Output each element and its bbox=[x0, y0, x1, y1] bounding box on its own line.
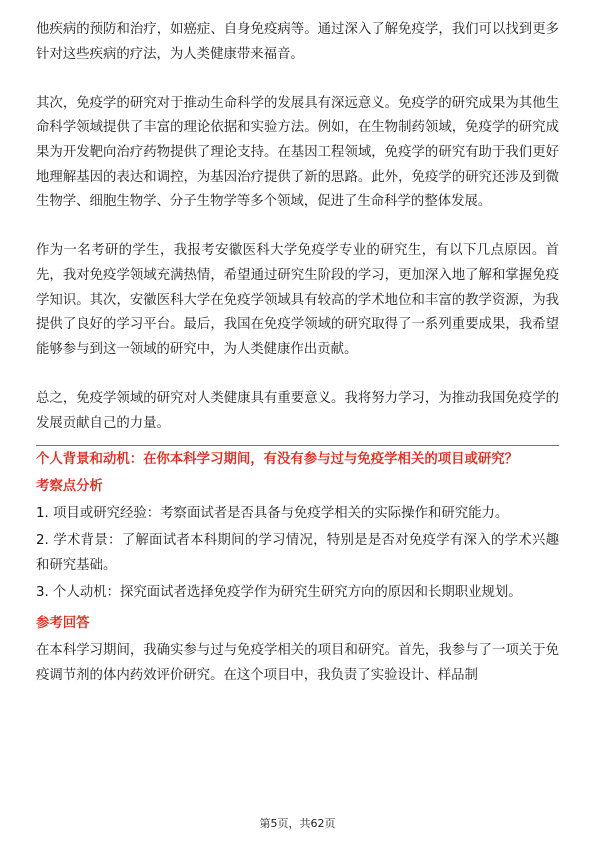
paragraph-2: 其次，免疫学的研究对于推动生命科学的发展具有深远意义。免疫学的研究成果为其他生命科学领域提供了丰富的理论依据和实验方法。例如，在生物制药领域，免疫学的研究成果为开发靶向治疗药物提供了理论支持。在基因工程领域，免疫学的研究有助于我们更好地理解基因的表达和调控，为基因治疗提供了新的思路。此外，免疫学的研究还涉及到微生物学、细胞生物学、分子生物学等多个领域，促进了生命科学的整体发展。 bbox=[36, 95, 559, 210]
section-divider bbox=[36, 445, 559, 446]
reference-title: 参考回答 bbox=[36, 616, 90, 632]
paragraph-1: 他疾病的预防和治疗，如癌症、自身免疫病等。通过深入了解免疫学，我们可以找到更多针对这些疾病的疗法，为人类健康带来福音。 bbox=[36, 22, 559, 62]
paragraph-4: 总之，免疫学领域的研究对人类健康具有重要意义。我将努力学习，为推动我国免疫学的发展贡献自己的力量。 bbox=[36, 390, 559, 431]
paragraph-3: 作为一名考研的学生，我报考安徽医科大学免疫学专业的研究生，有以下几点原因。首先，我对免疫学领域充满热情，希望通过研究生阶段的学习，更加深入地了解和掌握免疫学知识。其次，安徽医科大学在免疫学领域具有较高的学术地位和丰富的教学资源，为我提供了良好的学习平台。最后，我国在免疫学领域的研究取得了一系列重要成果，我希望能够参与到这一领域的研究中，为人类健康作出贡献。 bbox=[36, 243, 559, 357]
analysis-item-1: 1. 项目或研究经验：考察面试者是否具备与免疫学相关的实际操作和研究能力。 bbox=[36, 505, 509, 521]
analysis-title: 考察点分析 bbox=[36, 478, 103, 494]
interview-question: 个人背景和动机：在你本科学习期间，有没有参与过与免疫学相关的项目或研究？ bbox=[36, 452, 519, 468]
analysis-item-2: 2. 学术背景：了解面试者本科期间的学习情况，特别是是否对免疫学有深入的学术兴趣和研究基础。 bbox=[36, 533, 559, 573]
reference-answer: 在本科学习期间，我确实参与过与免疫学相关的项目和研究。首先，我参与了一项关于免疫调节剂的体内药效评价研究。在这个项目中，我负责了实验设计、样品制 bbox=[36, 643, 559, 683]
page-number: 第5页，共62页 bbox=[259, 817, 336, 830]
document-body bbox=[36, 18, 559, 688]
analysis-item-3: 3. 个人动机：探究面试者选择免疫学作为研究生研究方向的原因和长期职业规划。 bbox=[36, 585, 522, 601]
